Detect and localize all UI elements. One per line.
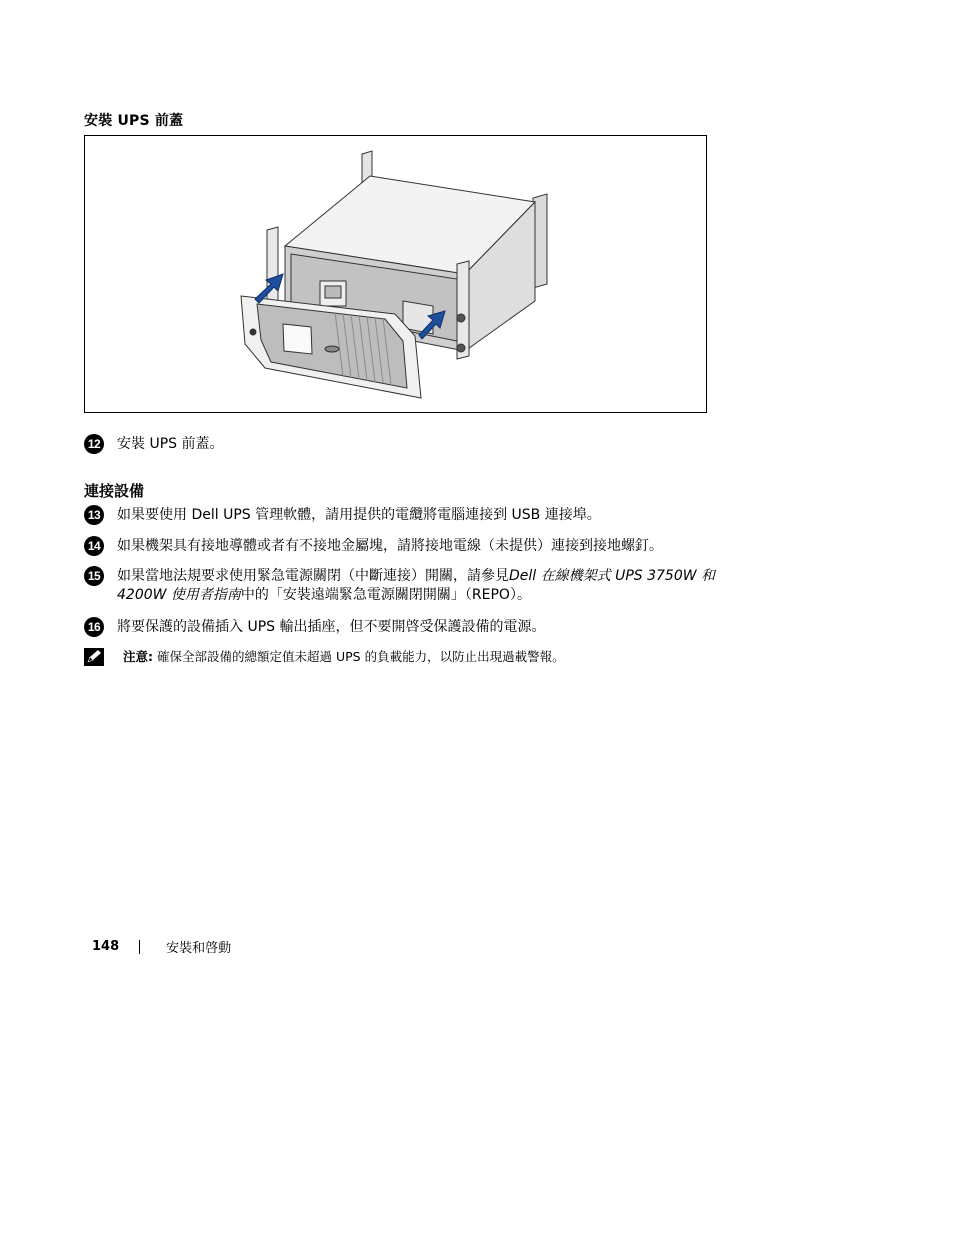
step-number-badge: 13: [84, 505, 104, 525]
step-text: 如果要使用 Dell UPS 管理軟體，請用提供的電纜將電腦連接到 USB 連接埠。: [117, 507, 601, 523]
step-number-badge: 16: [84, 617, 104, 637]
bezel-logo: [250, 329, 256, 335]
step-number-badge: 14: [84, 536, 104, 556]
ups-illustration-svg: [85, 136, 708, 414]
footer-separator: [139, 940, 140, 954]
step-number-badge: 12: [84, 434, 104, 454]
step-text: 如果機架具有接地導體或者有不接地金屬塊，請將接地電線（未提供）連接到接地螺釘。: [117, 538, 663, 554]
figure-title: 安裝 UPS 前蓋: [84, 113, 184, 129]
step-15: [84, 567, 757, 605]
section-heading: 連接設備: [84, 482, 145, 500]
step-13: [84, 506, 757, 525]
step-14: [84, 537, 757, 556]
bezel-display-window: [283, 324, 312, 354]
chapter-title: 安裝和啓動: [166, 941, 232, 956]
step-text: 安裝 UPS 前蓋。: [117, 436, 224, 452]
note-text: 確保全部設備的總額定值未超過 UPS 的負載能力，以防止出現過載警報。: [157, 649, 565, 664]
step-16: [84, 618, 757, 637]
user-guide-title: Dell 在線機架式 UPS 3750W 和 4200W 使用者指南: [117, 568, 716, 603]
step-text-part: 如果當地法規要求使用緊急電源關閉（中斷連接）開關，請參見: [117, 568, 509, 584]
step-text: 將要保護的設備插入 UPS 輸出插座，但不要開啓受保護設備的電源。: [117, 619, 546, 635]
step-text: [117, 567, 757, 605]
pencil-note-icon: [84, 648, 104, 666]
note-label: 注意:: [123, 649, 153, 664]
step-number-badge: 15: [84, 566, 104, 586]
page-number: 148: [92, 939, 120, 954]
page-footer: [92, 937, 231, 956]
note: [84, 648, 565, 666]
ups-front-cover-illustration: [84, 135, 707, 413]
step-text-part: 中的「安裝遠端緊急電源關閉開關」（REPO）。: [240, 587, 531, 603]
step-12: [84, 435, 757, 454]
